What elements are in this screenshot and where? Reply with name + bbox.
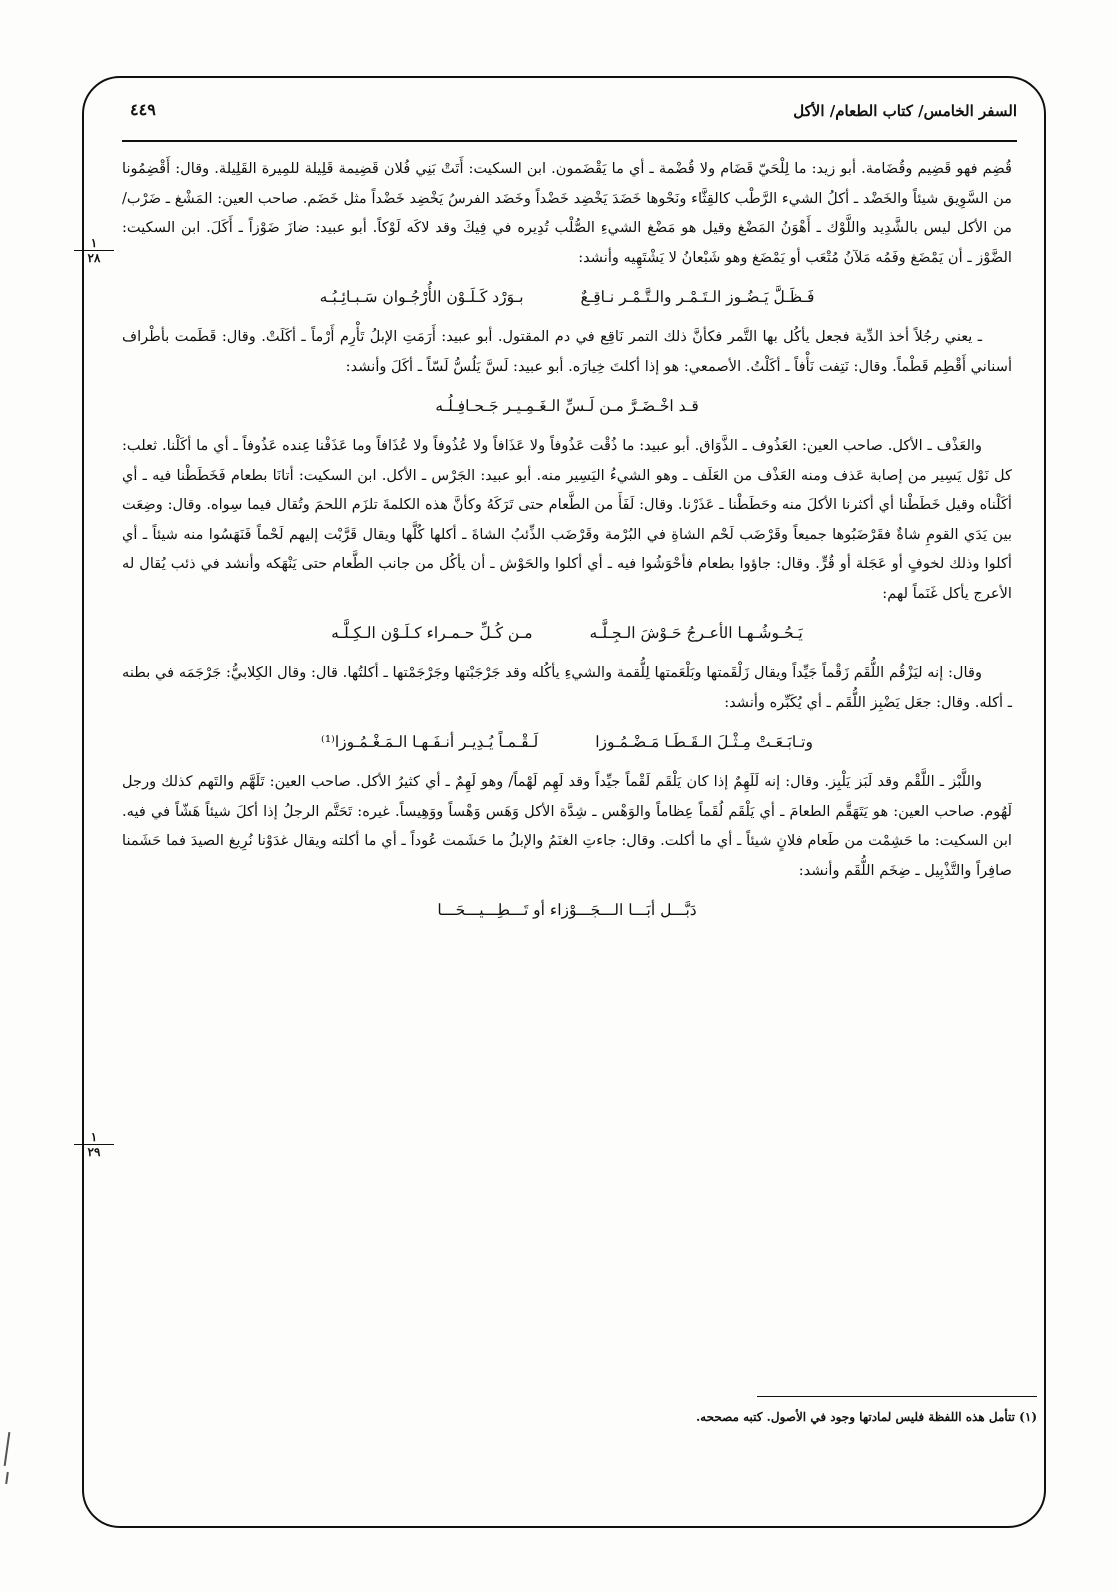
- margin-note-denominator: ٢٨: [87, 251, 101, 265]
- verse-hemistich: مـن كُـلِّ حـمـراء كـلَـوْن الـكِـلَّـه: [331, 624, 533, 642]
- verse-line: [122, 618, 1012, 648]
- paragraph: ـ يعني رجُلاً أخذ الدِّية فجعل يأكُل بها التَّمر فكأنَّ ذلك التمر نَاقِع في دم المقتول. أبو عبيد: أَرَمَتِ الإبلُ تَأْرِم أَرْماً ـ أكَلَتْ. وقال: قَطَمت بأطْراف أسناني أَقْطِم قَطْماً. وقال: نَتِفت نَأْفاً ـ أكَلْتُ. الأصمعي: هو إذا أكلتَ خِيارَه. أبو عبيد: لَسَّ يَلُسُّ لَسّاً ـ أكَلَ وأنشد:: [122, 328, 1012, 375]
- verse-line: [122, 391, 1012, 421]
- scan-mark: [5, 1472, 9, 1484]
- paragraph: قُضِم فهو قَضِيم وقُضَامة. أبو زيد: ما لِلْحَيّ قَضَام ولا قُضْمة ـ أي ما يَقْضَمون. ابن السكيت: أَتَتْ بَنِي فُلان قَضِيمة قَلِيلة للمِيرة القَلِيلة. وقال: أَقْضِمُونا من السَّوِيق شيئاً والخَضْد ـ أكلُ الشيء الرَّطْب كالقِثَّاء ونَحْوها خَضَدَ يَخْضِد خَضْداً وخَضَد الفرسُ يَخْضِد خَضْداً مثل خَضَم. صاحب العين: المَشْغ ـ ضَرْب/ من الأكل ليس بالشَّدِيد واللَّوْك ـ أَهْوَنُ المَضْغ وقيل هو مَضْغ الشيءِ الصُّلْب تُدِيره في فِيكَ وقد لاكَه لَوْكاً. أبو عبيد: ضازَ ضَوْزاً ـ أَكَلَ. ابن السكيت: الضَّوْز ـ أن يَمْضَغ وفَمُه مَلآنُ مُتْعَب أو يَمْضَغ وهو شَبْعانُ لا يَشْتَهِيه وأنشد:: [122, 160, 1012, 266]
- margin-note: [74, 1130, 114, 1159]
- verse-hemistich: يَـحُـوشُـهـا الأعـرجُ حَـوْشَ الـجِـلَّـه: [589, 624, 803, 642]
- footnote: (١) تتأمل هذه اللفظة فليس لمادتها وجود في الأصول. كتبه مصححه.: [696, 1410, 1037, 1424]
- paragraph: واللَّبْز ـ اللَّقْم وقد لَبَز يَلْبِز. وقال: إنه لَلَهِمٌ إذا كان يَلْقَم لَقْماً جيِّداً وقد لَهِم لَهْماً/ وهو لَهِمٌ ـ أي كثيرُ الأكل. صاحب العين: تَلَهَّم والتَهم كذلك ورجل لَهُوم. صاحب العين: هو يَتَهَقَّم الطعامَ ـ أي يَلْقَم لُقَماً عِظاماً والوَهْس ـ شِدَّة الأكل وَهَس وَهْساً ووَهِيساً. غيره: تَحَتَّم الرجلُ إذا أكلَ شيئاً هَشّاً في فيه. ابن السكيت: ما حَشِمْت من طَعام فلانٍ شيئاً ـ أي ما أكلت. وقال: جاءتِ الغنَمُ والإبلُ ما حَشَمت عُوداً ـ أي ما أكلته ويقال غدَوْنا نُرِيغ الصيدَ فما حَشَمنا صافِراً والتَّذْبِيل ـ ضِخَم اللُّقَم وأنشد:: [122, 773, 1012, 879]
- verse-line: [122, 727, 1012, 757]
- verse-hemistich: فَـظَـلَّ يَـضُـوز الـتَـمْـر والـتَّـمْـر نـاقِـعٌ: [580, 288, 815, 306]
- verse-line: [122, 895, 1012, 925]
- verse-hemistich: دَبَّـــل أبَـــا الـــجَـــوْزاء أو تَـــطِـــيـــحَـــا: [437, 901, 697, 919]
- verse-line: [122, 282, 1012, 312]
- footnote-divider: [757, 1396, 1037, 1397]
- main-text: [122, 154, 1012, 935]
- margin-note-numerator: ١: [74, 1130, 114, 1145]
- paragraph: وقال: إنه ليَزْقُم اللُّقَم زَقْماً جَيِّداً ويقال زَلْقَمتها وبَلْعَمتها لِلُّقمة والشيءِ يأكُله وقد جَرْجَبْتها وجَرْجَمْتها ـ أكلتُها. قال: وقال الكِلابيُّ: جَرْجَمَه في بطنه ـ أكله. وقال: جعَل يَضْبِز اللُّقَم ـ أي يُكَبِّره وأنشد:: [122, 664, 1012, 711]
- verse-hemistich: وتـابَـعَـتْ مِـثْـلَ الـقَـطَـا مَـضْـمُـوزا: [595, 733, 813, 751]
- verse-hemistich: لَـقْـمـاً يُـدِيـر أنـفَـهـا الـمَـغْـمُـوزا⁽¹⁾: [321, 733, 539, 751]
- margin-note-denominator: ٢٩: [87, 1145, 101, 1159]
- page-header: [122, 96, 1017, 142]
- scan-mark: [4, 1432, 11, 1466]
- page-number: ٤٤٩: [130, 100, 156, 119]
- margin-note-numerator: ١: [74, 236, 114, 251]
- margin-note: [74, 236, 114, 265]
- paragraph: والعَذْف ـ الأكل. صاحب العين: العَذُوف ـ الذَّوَاق. أبو عبيد: ما ذُقْت عَذُوفاً ولا عَذَافاً ولا عُذُوفاً ولا عُذَافاً وما عَذَفْنا عِنده عَذُوفاً ـ أي ما أكَلْنا. ثعلب: كل نَوْل يَسِير من إصابة عَذف ومنه العَذْف من العَلَف ـ وهو الشيءُ اليَسِير منه. أبو عبيد: الجَرْس ـ الأكل. ابن السكيت: أتانَا بطعام فَخَطَطْنا فيه ـ أي أكَلْناه وقيل خَطَطْنا أي أكثرنا الأكلَ منه وحَطَطْنا ـ عَذَرْنا. وقال: لَفَأَ من الطَّعام حتى تَرَكَهُ وكأنَّ هذه الكلمةَ تلزَم اللحمَ وتُقال فيما سِواه. وقال: وضِعَت بين يَدَي القومِ شاةٌ فقَرْضَبُوها جميعاً وقَرْضَب لَحْم الشاةِ في البُرْمة وقَرْضَب الذِّئبُ الشاةَ ـ أكلها كُلَّها ويقال قَرَّبْت إليهم لَحْماً فَنَهَسُوا منه شيئاً ـ أي أكلوا وذلك لخوفٍ أو عَجَلة أو قُرٍّ. وقال: جاؤوا بطعام فأحْوَشُوا فيه ـ أي أكلوا والحَوْش ـ أن يأكُل من جانب الطَّعام حتى يَنْهَكه وأنشد في ذئب يُقال له الأعرج يأكل غَنَماً لهم:: [122, 437, 1012, 602]
- verse-hemistich: قـد اخْـضَـرَّ مـن لَـسِّ الـغَـمِـيـر جَـحـافِـلُـه: [435, 397, 699, 415]
- running-title: السفر الخامس/ كتاب الطعام/ الأكل: [793, 102, 1017, 120]
- verse-hemistich: بـوَرْد كَـلَـوْن الأُرْجُـوان سَـبـائِـبُـه: [319, 288, 524, 306]
